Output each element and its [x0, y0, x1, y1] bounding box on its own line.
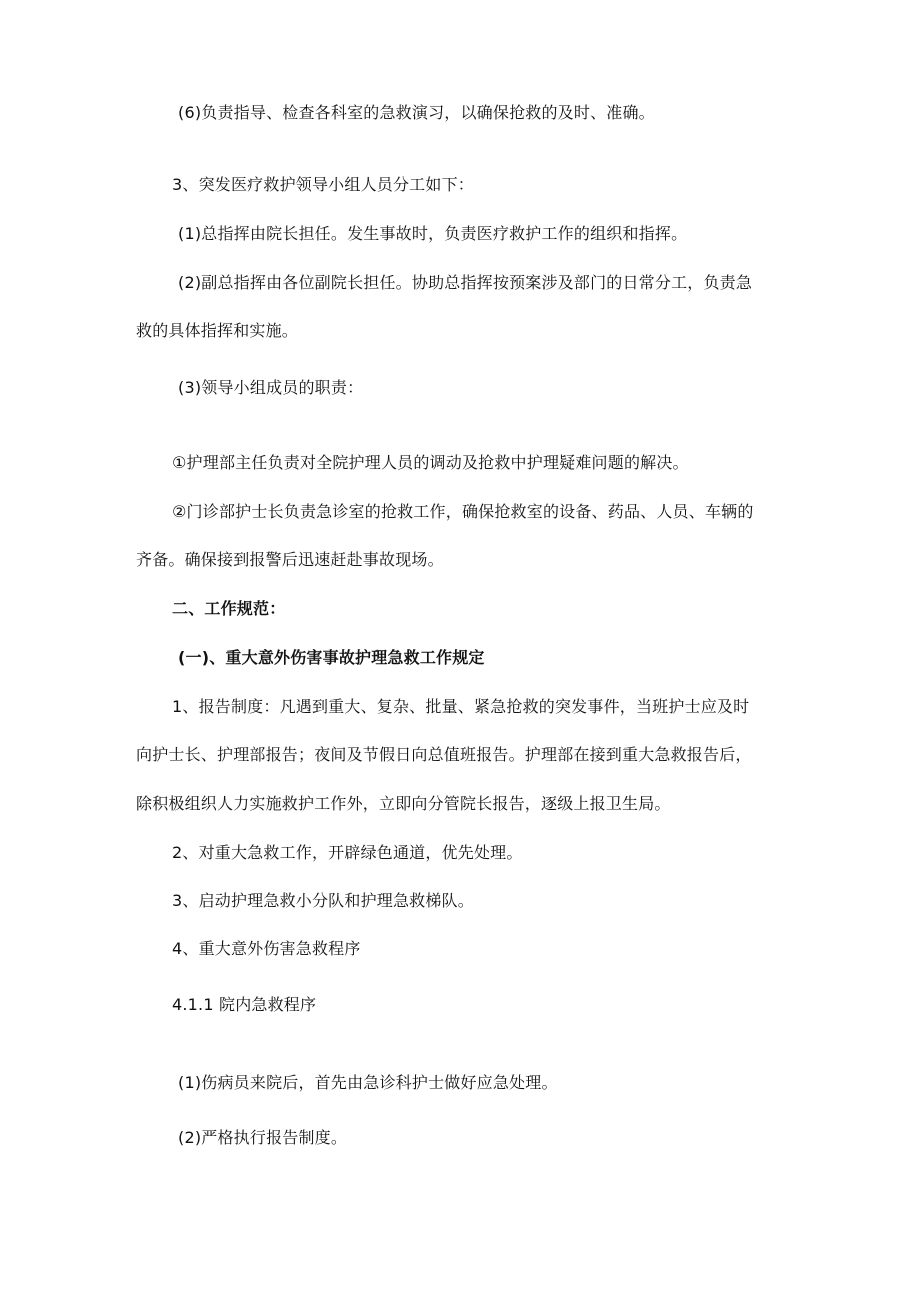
paragraph-line: (3)领导小组成员的职责： — [178, 378, 364, 397]
paragraph-line: 2、对重大急救工作，开辟绿色通道，优先处理。 — [172, 843, 523, 862]
subsection-heading: (一)、重大意外伤害事故护理急救工作规定 — [178, 648, 485, 667]
paragraph-line: 4.1.1 院内急救程序 — [172, 995, 317, 1014]
paragraph-line: ②门诊部护士长负责急诊室的抢救工作，确保抢救室的设备、药品、人员、车辆的 — [172, 502, 754, 521]
paragraph-line: 除积极组织人力实施救护工作外，立即向分管院长报告，逐级上报卫生局。 — [136, 794, 671, 813]
paragraph-line: (2)副总指挥由各位副院长担任。协助总指挥按预案涉及部门的日常分工，负责急 — [178, 273, 753, 292]
paragraph-line: ①护理部主任负责对全院护理人员的调动及抢救中护理疑难问题的解决。 — [172, 453, 689, 472]
paragraph-line: 3、启动护理急救小分队和护理急救梯队。 — [172, 891, 474, 910]
paragraph-line: 1、报告制度：凡遇到重大、复杂、批量、紧急抢救的突发事件，当班护士应及时 — [172, 697, 750, 716]
paragraph-line: 齐备。确保接到报警后迅速赶赴事故现场。 — [136, 550, 444, 569]
paragraph-line: (2)严格执行报告制度。 — [178, 1128, 348, 1147]
paragraph-line: (1)总指挥由院长担任。发生事故时，负责医疗救护工作的组织和指挥。 — [178, 224, 688, 243]
paragraph-line: 3、突发医疗救护领导小组人员分工如下： — [172, 175, 474, 194]
paragraph-line: 救的具体指挥和实施。 — [136, 321, 299, 340]
paragraph-line: (6)负责指导、检查各科室的急救演习，以确保抢救的及时、准确。 — [178, 103, 655, 122]
paragraph-line: 4、重大意外伤害急救程序 — [172, 939, 361, 958]
section-heading: 二、工作规范： — [172, 599, 286, 618]
paragraph-line: 向护士长、护理部报告；夜间及节假日向总值班报告。护理部在接到重大急救报告后， — [136, 745, 752, 764]
paragraph-line: (1)伤病员来院后，首先由急诊科护士做好应急处理。 — [178, 1073, 558, 1092]
